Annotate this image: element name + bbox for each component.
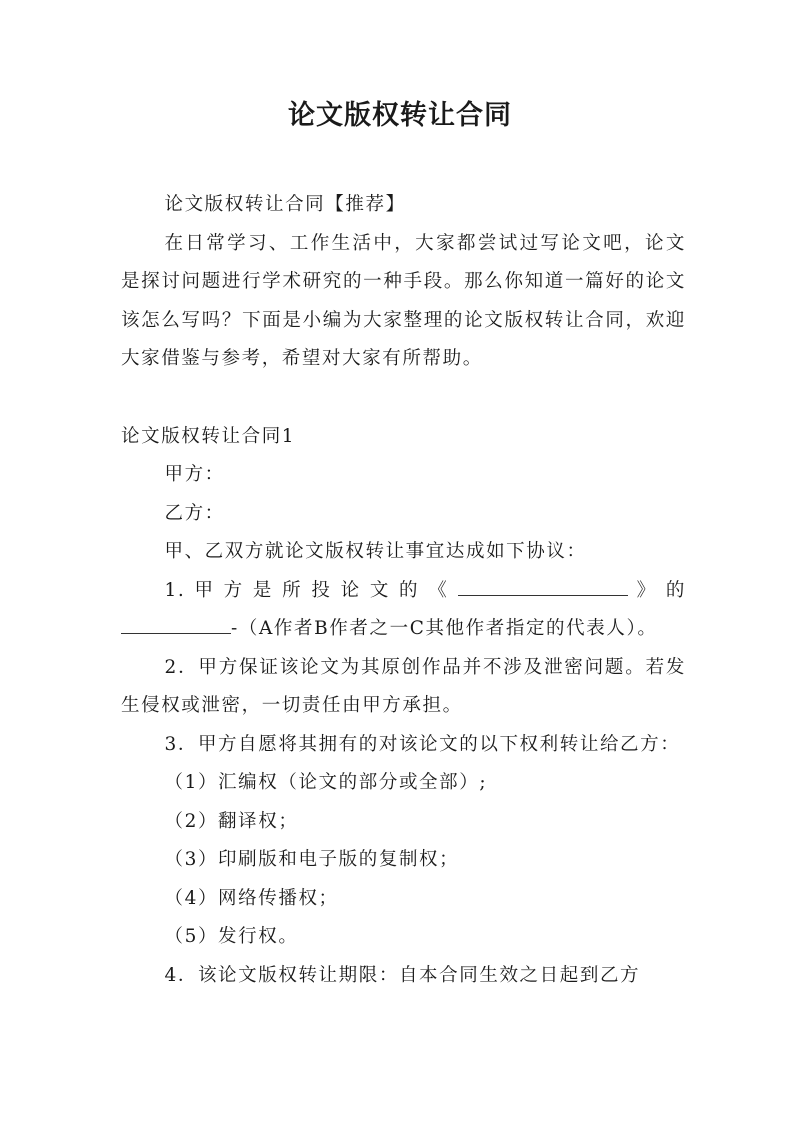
clause-4: 4．该论文版权转让期限：自本合同生效之日起到乙方 — [164, 964, 641, 986]
paper-title-blank — [458, 575, 628, 595]
agreement-line: 甲、乙双方就论文版权转让事宜达成如下协议： — [164, 541, 587, 562]
party-b-line: 乙方： — [164, 502, 225, 524]
right-item: （2）翻译权； — [164, 810, 299, 832]
author-role-blank — [121, 614, 231, 634]
right-item: （3）印刷版和电子版的复制权； — [164, 849, 460, 870]
party-a-line: 甲方： — [164, 464, 225, 485]
clause-1-start: 1.甲方是所投论文的《 — [164, 579, 458, 601]
right-item: （4）网络传播权； — [164, 887, 339, 909]
clause-3: 3．甲方自愿将其拥有的对该论文的以下权利转让给乙方： — [164, 733, 681, 755]
document-body — [121, 186, 686, 995]
document-title: 论文版权转让合同 — [288, 100, 512, 131]
subtitle-line: 论文版权转让合同【推荐】 — [164, 194, 406, 215]
section-heading: 论文版权转让合同1 — [121, 425, 296, 447]
clause-1 — [121, 572, 686, 649]
clause-1-end: -（A作者B作者之一C其他作者指定的代表人）。 — [231, 618, 658, 639]
intro-paragraph: 在日常学习、工作生活中，大家都尝试过写论文吧，论文是探讨问题进行学术研究的一种手段。那么你知道一篇好的论文该怎么写吗？下面是小编为大家整理的论文版权转让合同，欢迎大家借鉴与参考，希望对大家有所帮助。 — [121, 232, 686, 369]
clause-1-mid: 》的 — [627, 579, 686, 601]
right-item: （1）汇编权（论文的部分或全部）; — [164, 772, 488, 793]
clause-2: 2．甲方保证该论文为其原创作品并不涉及泄密问题。若发生侵权或泄密，一切责任由甲方承担。 — [121, 656, 686, 716]
right-item: （5）发行权。 — [164, 926, 299, 947]
